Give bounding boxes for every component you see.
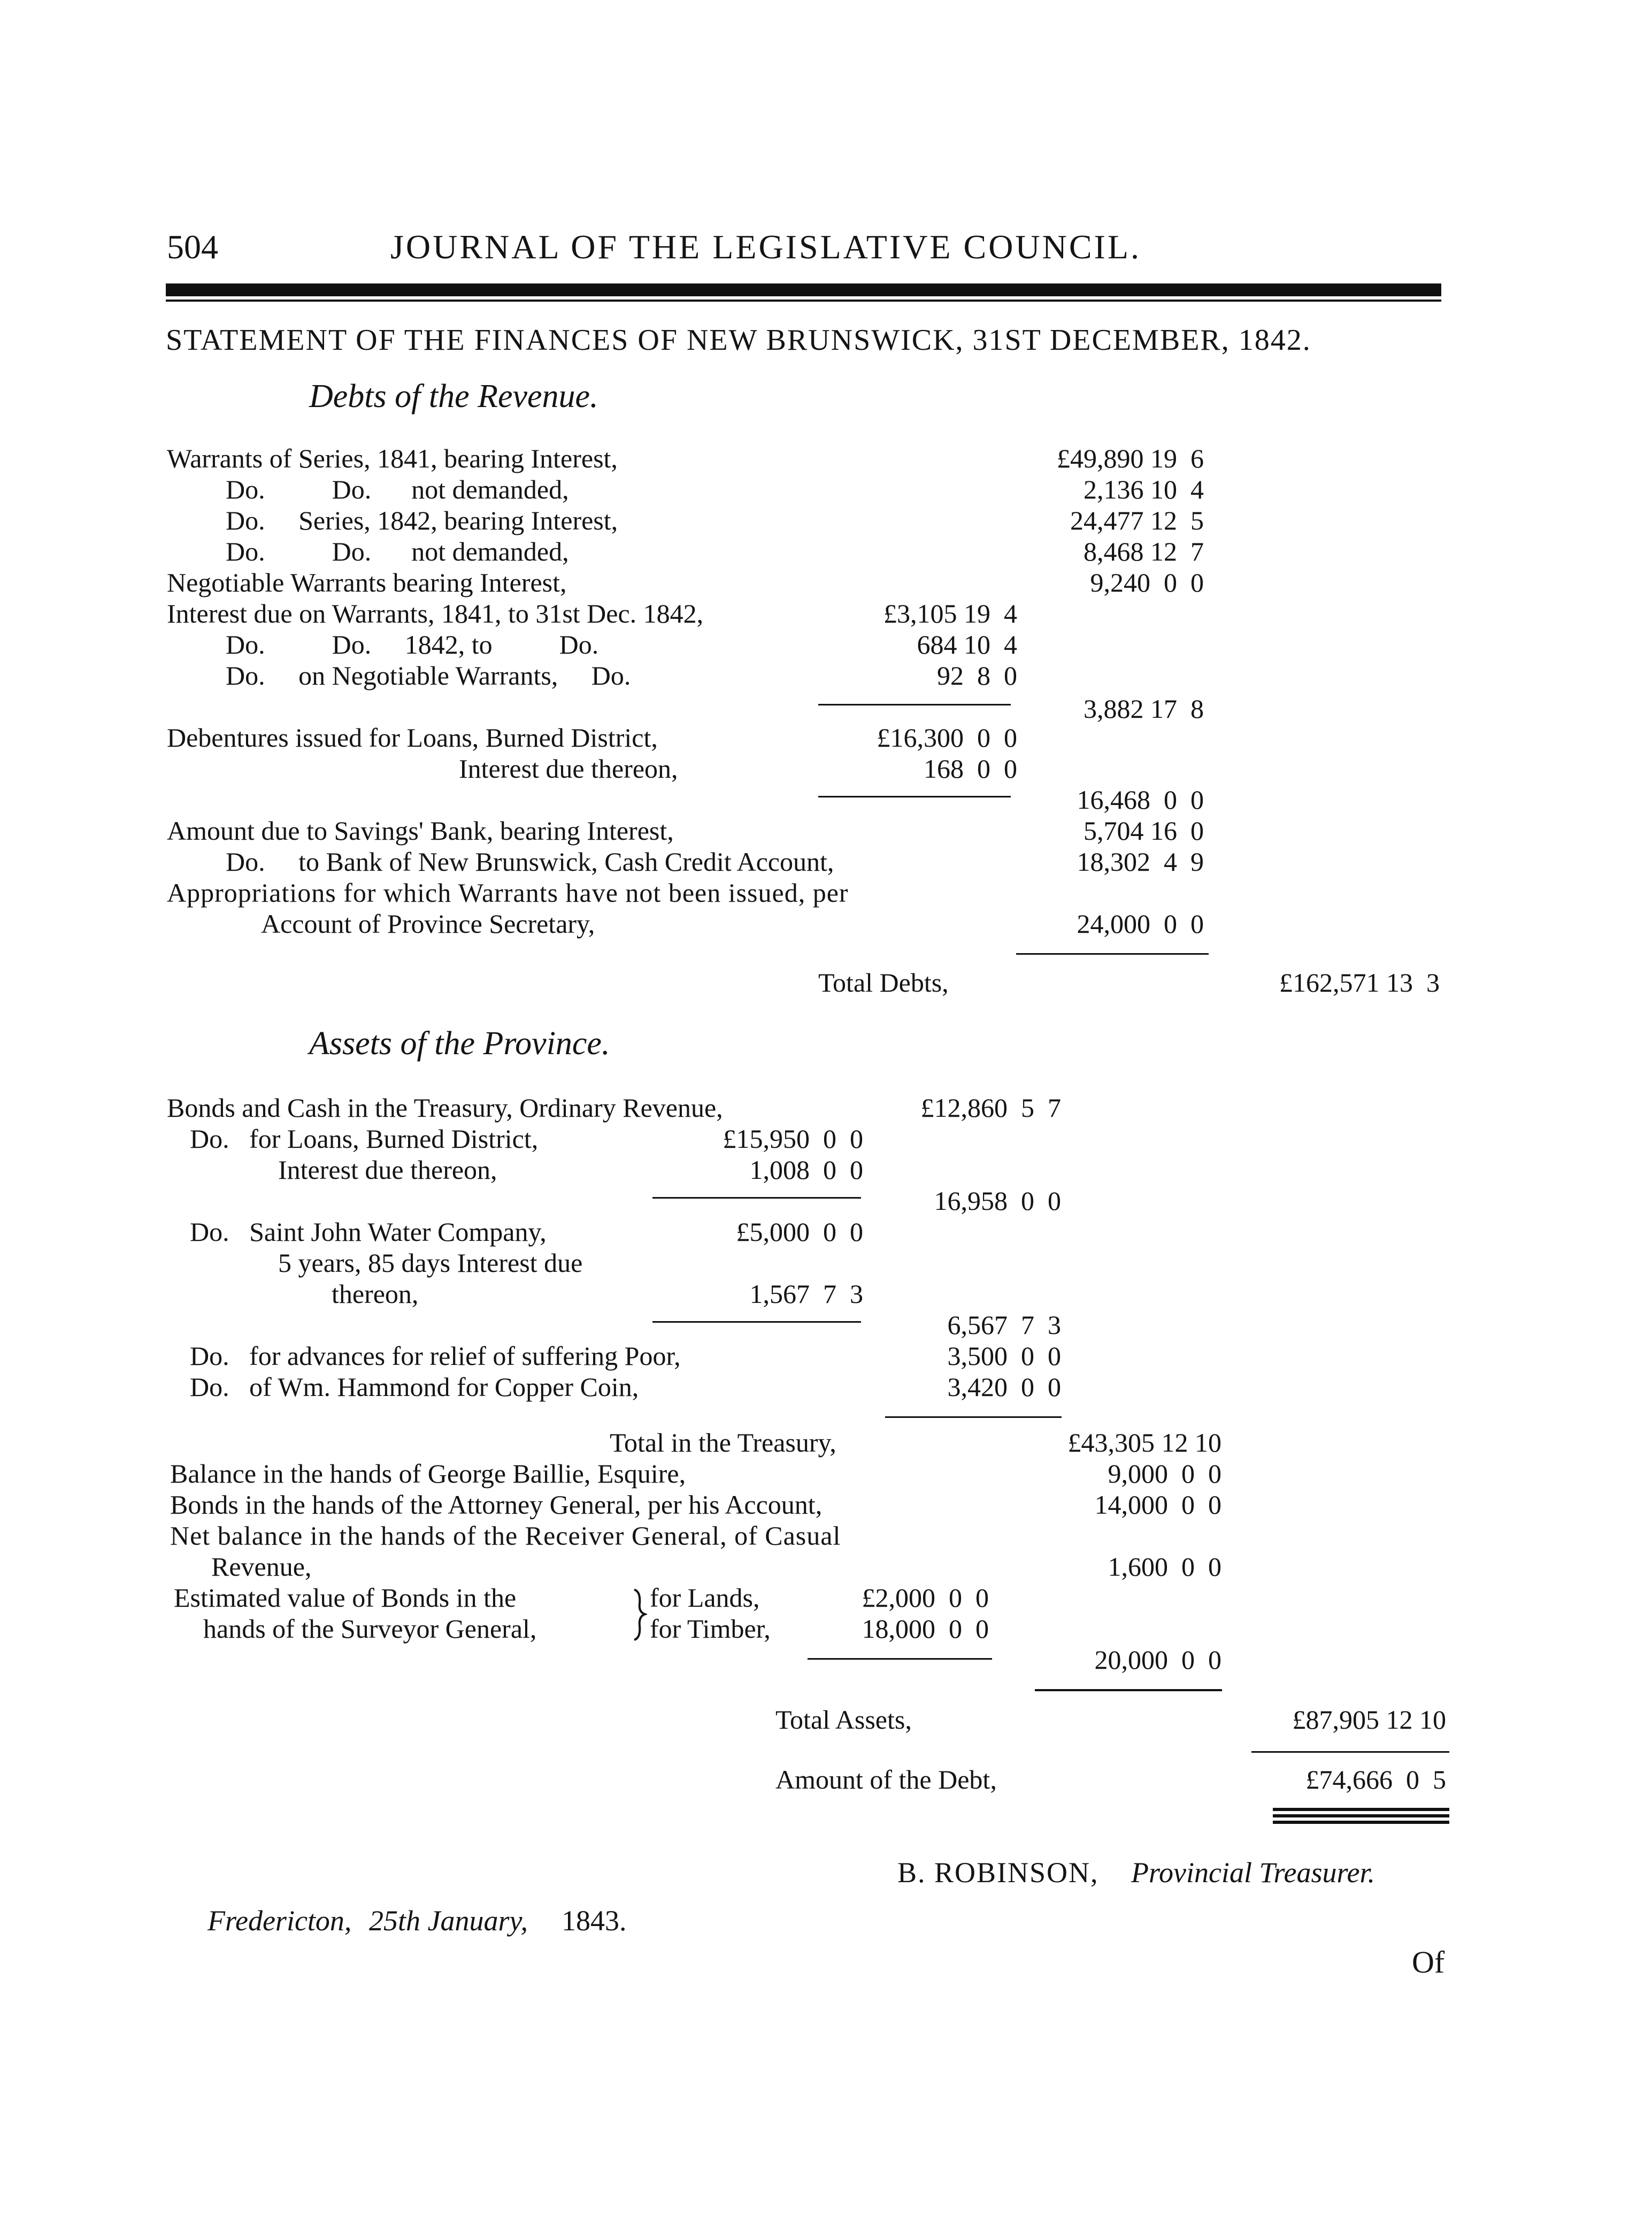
asset-amount-8: 3,500 0 0 <box>947 1341 1061 1371</box>
asset-sub-2: 1,008 0 0 <box>749 1155 863 1185</box>
asset-label-12: Bonds in the hands of the Attorney General, per his Account, <box>170 1490 823 1520</box>
asset-sub-label-16: for Timber, <box>650 1614 771 1644</box>
asset-amount-0: £12,860 5 7 <box>920 1093 1061 1123</box>
debt-amount-13: 18,302 4 9 <box>1077 847 1204 877</box>
debt-label-7: Do. on Negotiable Warrants, Do. <box>226 661 631 691</box>
debt-label-12: Amount due to Savings' Bank, bearing Interest, <box>167 816 674 846</box>
debt-sub-10: 168 0 0 <box>924 754 1017 784</box>
debt-amount-1: 2,136 10 4 <box>1084 474 1204 504</box>
asset-sub-4: £5,000 0 0 <box>736 1217 863 1247</box>
signatory-title: Provincial Treasurer. <box>1131 1857 1375 1889</box>
debt-label-14: Appropriations for which Warrants have not been issued, per <box>167 878 849 908</box>
dateline-place: Fredericton, <box>208 1905 352 1937</box>
debts-heading: Debts of the Revenue. <box>309 378 598 415</box>
catchword: Of <box>1412 1945 1445 1980</box>
asset-amount-14: 1,600 0 0 <box>1108 1552 1221 1582</box>
treasury-total-rule <box>885 1416 1062 1418</box>
debt-amount-rule <box>1251 1751 1449 1753</box>
debt-subtotal-rule-1 <box>818 704 1011 705</box>
debt-sub-7: 92 8 0 <box>937 661 1017 691</box>
debt-amount-8: 3,882 17 8 <box>1084 694 1204 724</box>
debt-sub-5: £3,105 19 4 <box>883 599 1017 628</box>
asset-label-4: Do. Saint John Water Company, <box>190 1217 547 1247</box>
debt-label-15: Account of Province Secretary, <box>261 909 595 939</box>
debt-amount-15: 24,000 0 0 <box>1077 909 1204 939</box>
signatory-name: B. ROBINSON, <box>897 1857 1099 1889</box>
debt-label-3: Do. Do. not demanded, <box>226 536 569 566</box>
asset-sub-15: £2,000 0 0 <box>862 1583 989 1613</box>
asset-subtotal-rule-1 <box>652 1197 861 1199</box>
debt-amount-11: 16,468 0 0 <box>1077 785 1204 815</box>
final-rule-2 <box>1273 1814 1449 1817</box>
asset-amount-11: 9,000 0 0 <box>1108 1459 1221 1489</box>
asset-sub-label-15: for Lands, <box>650 1583 760 1613</box>
debt-label-9: Debentures issued for Loans, Burned District, <box>167 723 658 753</box>
statement-title: STATEMENT OF THE FINANCES OF NEW BRUNSWICK, 31ST DECEMBER, 1842. <box>166 324 1311 357</box>
asset-label-11: Balance in the hands of George Baillie, Esquire, <box>170 1459 686 1489</box>
brace-icon <box>631 1587 647 1641</box>
asset-sub-6: 1,567 7 3 <box>749 1279 863 1309</box>
debt-label-5: Interest due on Warrants, 1841, to 31st Dec. 1842, <box>167 599 704 628</box>
running-title: JOURNAL OF THE LEGISLATIVE COUNCIL. <box>390 228 1141 266</box>
asset-amount-7: 6,567 7 3 <box>947 1310 1061 1340</box>
asset-sub-16: 18,000 0 0 <box>862 1614 989 1644</box>
debt-amount-total: £74,666 0 5 <box>1305 1765 1446 1794</box>
asset-label-9: Do. of Wm. Hammond for Copper Coin, <box>190 1372 639 1402</box>
debts-total: £162,571 13 3 <box>1279 968 1440 998</box>
debt-amount-2: 24,477 12 5 <box>1070 505 1204 535</box>
asset-amount-12: 14,000 0 0 <box>1094 1490 1221 1520</box>
asset-amount-3: 16,958 0 0 <box>934 1186 1061 1216</box>
asset-label-15: Estimated value of Bonds in the <box>174 1583 517 1613</box>
debt-label-6: Do. Do. 1842, to Do. <box>226 630 599 659</box>
asset-amount-17: 20,000 0 0 <box>1094 1645 1221 1675</box>
debt-sub-9: £16,300 0 0 <box>877 723 1017 753</box>
assets-heading: Assets of the Province. <box>309 1025 610 1062</box>
debts-total-rule <box>1016 953 1209 955</box>
asset-label-13: Net balance in the hands of the Receiver General, of Casual <box>170 1521 841 1551</box>
asset-label-1: Do. for Loans, Burned District, <box>190 1124 539 1154</box>
debt-label-10: Interest due thereon, <box>459 754 678 784</box>
debts-total-label: Total Debts, <box>818 968 949 998</box>
page-number: 504 <box>167 228 218 266</box>
bonds-subtotal-rule <box>808 1658 992 1660</box>
dateline-year: 1843. <box>562 1905 627 1937</box>
assets-total-label: Total Assets, <box>775 1705 912 1735</box>
final-rule-3 <box>1273 1821 1449 1824</box>
debt-subtotal-rule-2 <box>818 796 1011 797</box>
debt-amount-label: Amount of the Debt, <box>775 1765 997 1794</box>
asset-subtotal-rule-2 <box>652 1321 861 1323</box>
asset-amount-10: £43,305 12 10 <box>1067 1428 1221 1457</box>
asset-label-16: hands of the Surveyor General, <box>203 1614 537 1644</box>
debt-amount-4: 9,240 0 0 <box>1090 567 1204 597</box>
dateline-date: 25th January, <box>369 1905 528 1937</box>
asset-label-10: Total in the Treasury, <box>610 1428 836 1457</box>
asset-label-14: Revenue, <box>211 1552 312 1582</box>
debt-sub-6: 684 10 4 <box>917 630 1017 659</box>
final-rule-1 <box>1273 1808 1449 1811</box>
asset-label-6: thereon, <box>332 1279 419 1309</box>
debt-label-4: Negotiable Warrants bearing Interest, <box>167 567 567 597</box>
assets-total-rule <box>1035 1689 1222 1691</box>
asset-label-0: Bonds and Cash in the Treasury, Ordinary Revenue, <box>167 1093 723 1123</box>
header-rule-thick <box>166 283 1441 296</box>
debt-label-2: Do. Series, 1842, bearing Interest, <box>226 505 618 535</box>
header-rule-thin <box>166 300 1441 302</box>
asset-label-2: Interest due thereon, <box>278 1155 497 1185</box>
debt-label-0: Warrants of Series, 1841, bearing Interest, <box>167 443 618 473</box>
assets-total: £87,905 12 10 <box>1292 1705 1446 1735</box>
asset-amount-9: 3,420 0 0 <box>947 1372 1061 1402</box>
debt-amount-12: 5,704 16 0 <box>1084 816 1204 846</box>
debt-label-13: Do. to Bank of New Brunswick, Cash Credit Account, <box>226 847 834 877</box>
asset-label-8: Do. for advances for relief of suffering Poor, <box>190 1341 681 1371</box>
debt-amount-3: 8,468 12 7 <box>1084 536 1204 566</box>
debt-label-1: Do. Do. not demanded, <box>226 474 569 504</box>
debt-amount-0: £49,890 19 6 <box>1057 443 1204 473</box>
asset-sub-1: £15,950 0 0 <box>723 1124 863 1154</box>
asset-label-5: 5 years, 85 days Interest due <box>278 1248 583 1278</box>
